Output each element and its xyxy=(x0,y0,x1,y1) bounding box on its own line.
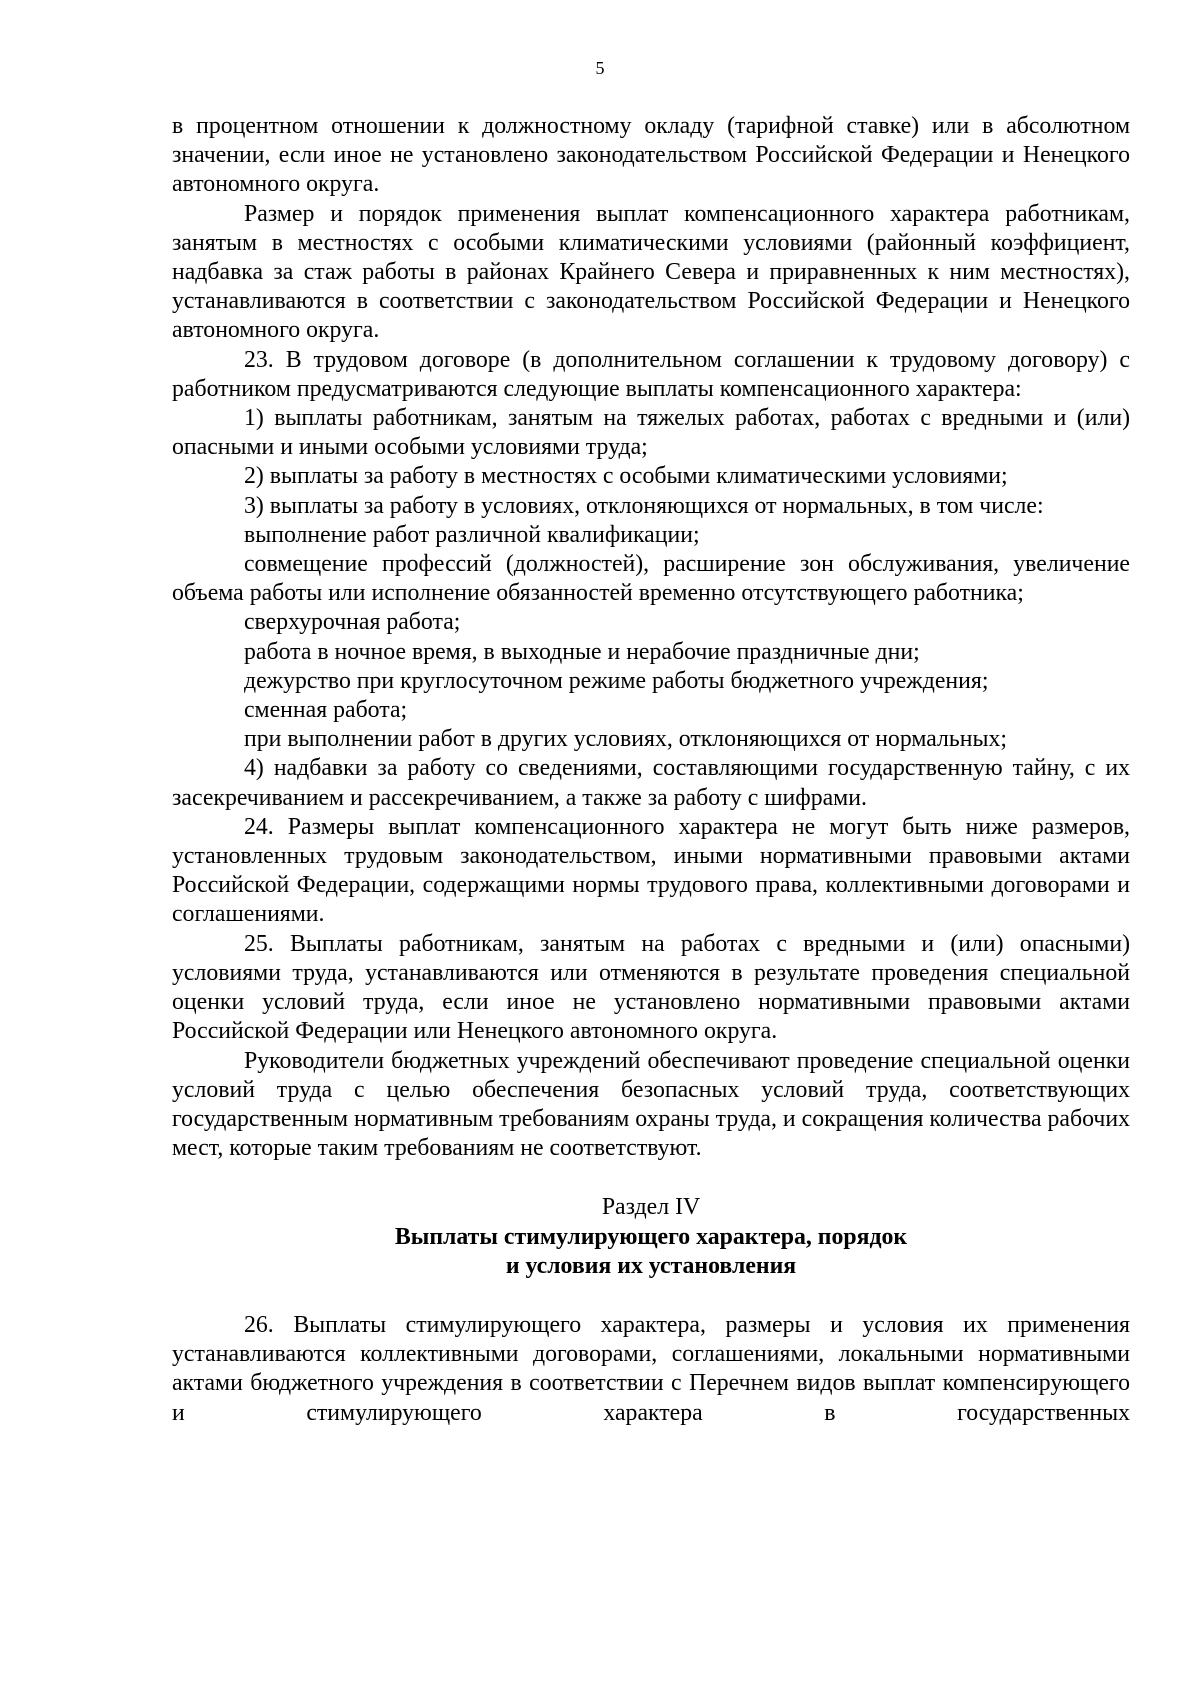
paragraph-p7: выполнение работ различной квалификации; xyxy=(244,521,700,548)
paragraph-p14: 4) надбавки за работу со сведениями, составляющими государственную тайну, с их засекречиванием и рассекречиванием, а также за работу с шифрами. xyxy=(172,755,1130,811)
paragraph-p5: 2) выплаты за работу в местностях с особыми климатическими условиями; xyxy=(244,463,1008,490)
paragraph-final: 26. Выплаты стимулирующего характера, размеры и условия их применения устанавливаются коллективными договорами, соглашениями, локальными нормативными актами бюджетного учреждения в соответствии с Перечнем видов выплат компенсирующего и стимулирующего характера в государственных xyxy=(172,1311,1130,1426)
paragraph-p13: при выполнении работ в других условиях, отклоняющихся от нормальных; xyxy=(244,726,1007,753)
paragraph-p6: 3) выплаты за работу в условиях, отклоняющихся от нормальных, в том числе: xyxy=(244,492,1044,519)
paragraph-p8: совмещение профессий (должностей), расширение зон обслуживания, увеличение объема работы или исполнение обязанностей временно отсутствующего работника; xyxy=(172,551,1130,607)
section-heading xyxy=(172,1193,1130,1281)
section-subtitle-line-2: и условия их установления xyxy=(505,1252,797,1279)
page-number: 5 xyxy=(595,58,605,78)
paragraph-p2: Размер и порядок применения выплат компенсационного характера работникам, занятым в местностях с особыми климатическими условиями (районный коэффициент, надбавка за стаж работы в районах Крайнего Севера и приравненных к ним местностях), устанавливаются в соответствии с законодательством Российской Федерации и Ненецкого автономного округа. xyxy=(172,200,1130,344)
paragraph-p3: 23. В трудовом договоре (в дополнительном соглашении к трудовому договору) с работником предусматриваются следующие выплаты компенсационного характера: xyxy=(172,346,1130,402)
paragraph-p17: Руководители бюджетных учреждений обеспечивают проведение специальной оценки условий труда с целью обеспечения безопасных условий труда, соответствующих государственным нормативным требованиям охраны труда, и сокращения количества рабочих мест, которые таким требованиям не соответствуют. xyxy=(172,1047,1130,1162)
document-body xyxy=(172,112,1130,1428)
section-subtitle-line-1: Выплаты стимулирующего характера, порядок xyxy=(394,1223,908,1250)
paragraph-p12: сменная работа; xyxy=(244,697,408,724)
paragraph-p4: 1) выплаты работникам, занятым на тяжелых работах, работах с вредными и (или) опасными и иными особыми условиями труда; xyxy=(172,405,1130,461)
paragraph-p10: работа в ночное время, в выходные и нерабочие праздничные дни; xyxy=(244,638,920,665)
paragraph-p1: в процентном отношении к должностному окладу (тарифной ставке) или в абсолютном значении, если иное не установлено законодательством Российской Федерации и Ненецкого автономного округа. xyxy=(172,113,1130,198)
paragraph-p9: сверхурочная работа; xyxy=(244,609,461,636)
section-title: Раздел IV xyxy=(601,1194,701,1221)
paragraph-p11: дежурство при круглосуточном режиме работы бюджетного учреждения; xyxy=(244,667,989,694)
paragraph-p16: 25. Выплаты работникам, занятым на работах с вредными и (или) опасными) условиями труда, устанавливаются или отменяются в результате проведения специальной оценки условий труда, если иное не установлено нормативными правовыми актами Российской Федерации или Ненецкого автономного округа. xyxy=(172,930,1130,1045)
paragraph-p15: 24. Размеры выплат компенсационного характера не могут быть ниже размеров, установленных трудовым законодательством, иными нормативными правовыми актами Российской Федерации, содержащими нормы трудового права, коллективными договорами и соглашениями. xyxy=(172,813,1130,928)
